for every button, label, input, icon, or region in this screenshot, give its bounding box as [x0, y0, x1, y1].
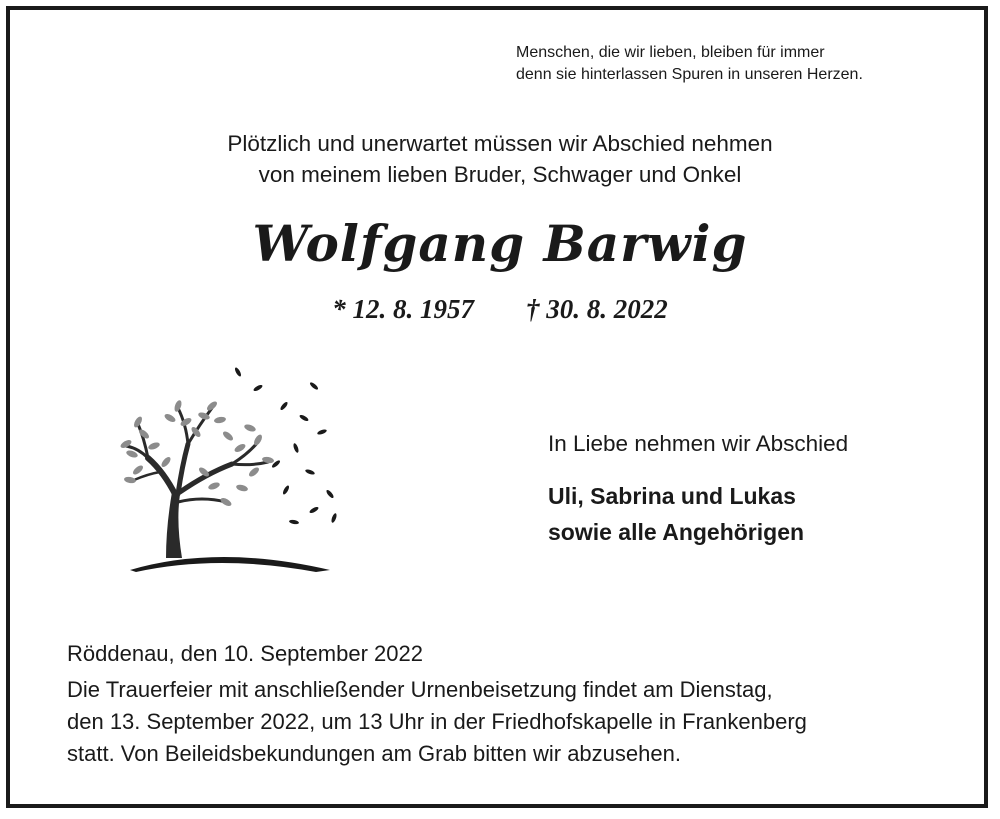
service-line-1: Die Trauerfeier mit anschließender Urnenbeisetzung findet am Dienstag,: [67, 677, 773, 702]
motto-line-1: Menschen, die wir lieben, bleiben für immer: [516, 44, 825, 61]
place-date: Röddenau, den 10. September 2022: [67, 641, 423, 666]
deceased-name: Wolfgang Barwig: [252, 214, 748, 273]
tree-with-falling-leaves-icon: [108, 362, 358, 582]
motto-line-2: denn sie hinterlassen Spuren in unseren Herzen.: [516, 66, 863, 83]
motto-quote: [516, 42, 863, 86]
mourners-line-2: sowie alle Angehörigen: [548, 519, 805, 545]
farewell-text: In Liebe nehmen wir Abschied: [548, 431, 849, 456]
mourners-names: [548, 478, 804, 550]
intro-line-2: von meinem lieben Bruder, Schwager und Onkel: [258, 162, 742, 187]
service-line-3: statt. Von Beileidsbekundungen am Grab bitten wir abzusehen.: [67, 741, 681, 766]
service-line-2: den 13. September 2022, um 13 Uhr in der Friedhofskapelle in Frankenberg: [67, 709, 807, 734]
life-dates: [0, 294, 1000, 325]
intro-text: [0, 128, 1000, 190]
service-notice: [67, 674, 807, 770]
birth-date: * 12. 8. 1957: [332, 294, 474, 324]
death-date: † 30. 8. 2022: [526, 294, 668, 324]
intro-line-1: Plötzlich und unerwartet müssen wir Abschied nehmen: [227, 131, 773, 156]
mourners-line-1: Uli, Sabrina und Lukas: [548, 483, 796, 509]
